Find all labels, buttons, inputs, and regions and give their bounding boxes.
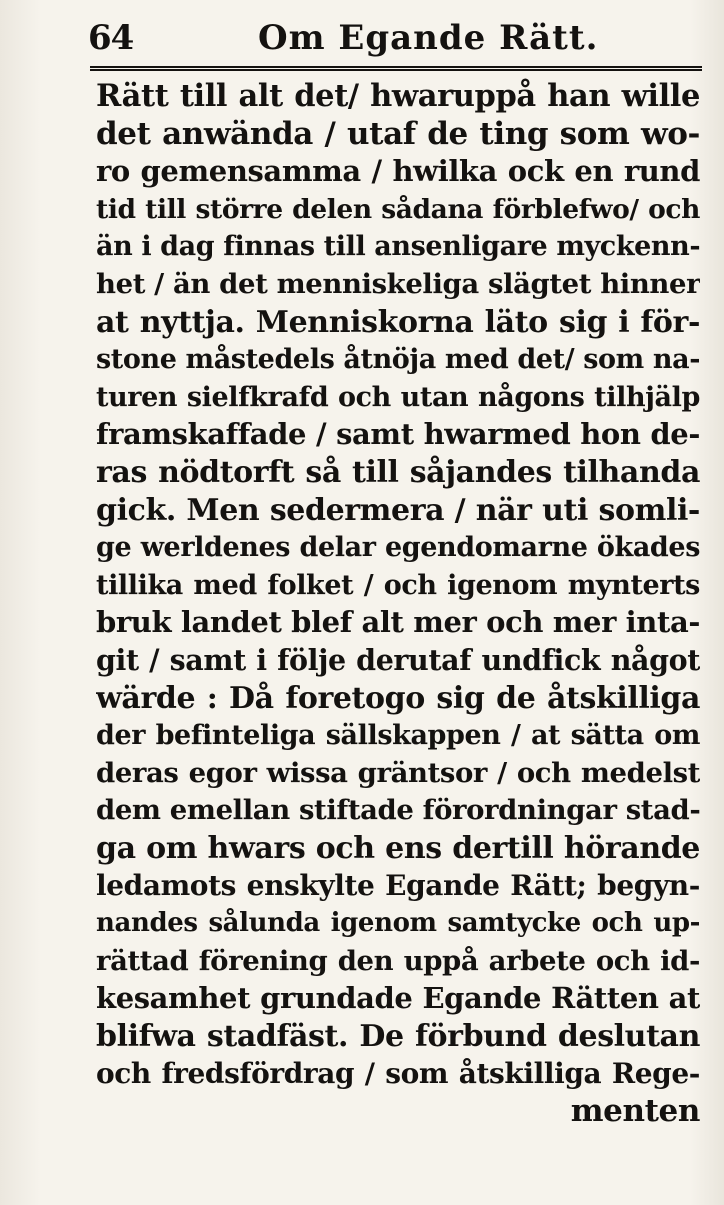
text-line-25: kesamhet grundade Egande Rätten at — [96, 981, 700, 1016]
text-line-15: bruk landet blef alt mer och mer inta- — [96, 605, 700, 640]
text-line-12: gick. Men sedermera / när uti somli- — [96, 492, 700, 528]
text-line-4: tid till större delen sådana förblefwo/ och — [96, 193, 700, 225]
text-line-10: framskaffade / samt hwarmed hon de- — [96, 417, 700, 452]
text-line-22: ledamots enskylte Egande Rätt; begyn- — [96, 869, 700, 903]
body-text — [96, 78, 700, 1131]
text-line-27: och fredsfördrag / som åtskilliga Rege- — [96, 1057, 700, 1091]
text-line-6: het / än det menniskeliga slägtet hinner — [96, 267, 700, 300]
text-line-17: wärde : Då foretogo sig de åtskilliga — [96, 680, 700, 716]
text-line-14: tillika med folket / och igenom mynterts — [96, 569, 700, 601]
text-line-23: nandes sålunda igenom samtycke och up- — [96, 908, 700, 939]
text-line-18: der befinteliga sällskappen / at sätta om — [96, 720, 700, 752]
running-title: Om Egande Rätt. — [258, 18, 599, 58]
text-line-8: stone måstedels åtnöja med det/ som na- — [96, 344, 700, 376]
text-line-24: rättad förening den uppå arbete och id- — [96, 944, 700, 977]
text-line-3: ro gemensamma / hwilka ock en rund — [96, 154, 700, 189]
text-line-16: git / samt i följe derutaf undfick något — [96, 642, 700, 677]
text-line-26: blifwa stadfäst. De förbund deslutan — [96, 1018, 700, 1054]
text-line-20: dem emellan stiftade förordningar stad- — [96, 794, 700, 827]
text-line-13: ge werldenes delar egendomarne ökades — [96, 532, 700, 564]
catchword: menten — [570, 1093, 700, 1130]
text-line-2: det anwända / utaf de ting som wo- — [96, 115, 700, 152]
text-line-5: än i dag finnas till ansenligare myckenn- — [96, 231, 700, 263]
text-line-7: at nyttja. Menniskorna läto sig i för- — [96, 304, 700, 340]
text-line-21: ga om hwars och ens dertill hörande — [96, 830, 700, 866]
text-line-9: turen sielfkrafd och utan någons tilhjälp — [96, 381, 700, 413]
text-line-11: ras nödtorft så till såjandes tilhanda — [96, 454, 700, 490]
text-line-1: Rätt till alt det/ hwaruppå han wille — [96, 78, 700, 114]
page-header — [88, 14, 708, 60]
page-number: 64 — [88, 18, 134, 58]
text-line-19: deras egor wissa gräntsor / och medelst — [96, 756, 700, 789]
header-rule — [90, 66, 702, 71]
